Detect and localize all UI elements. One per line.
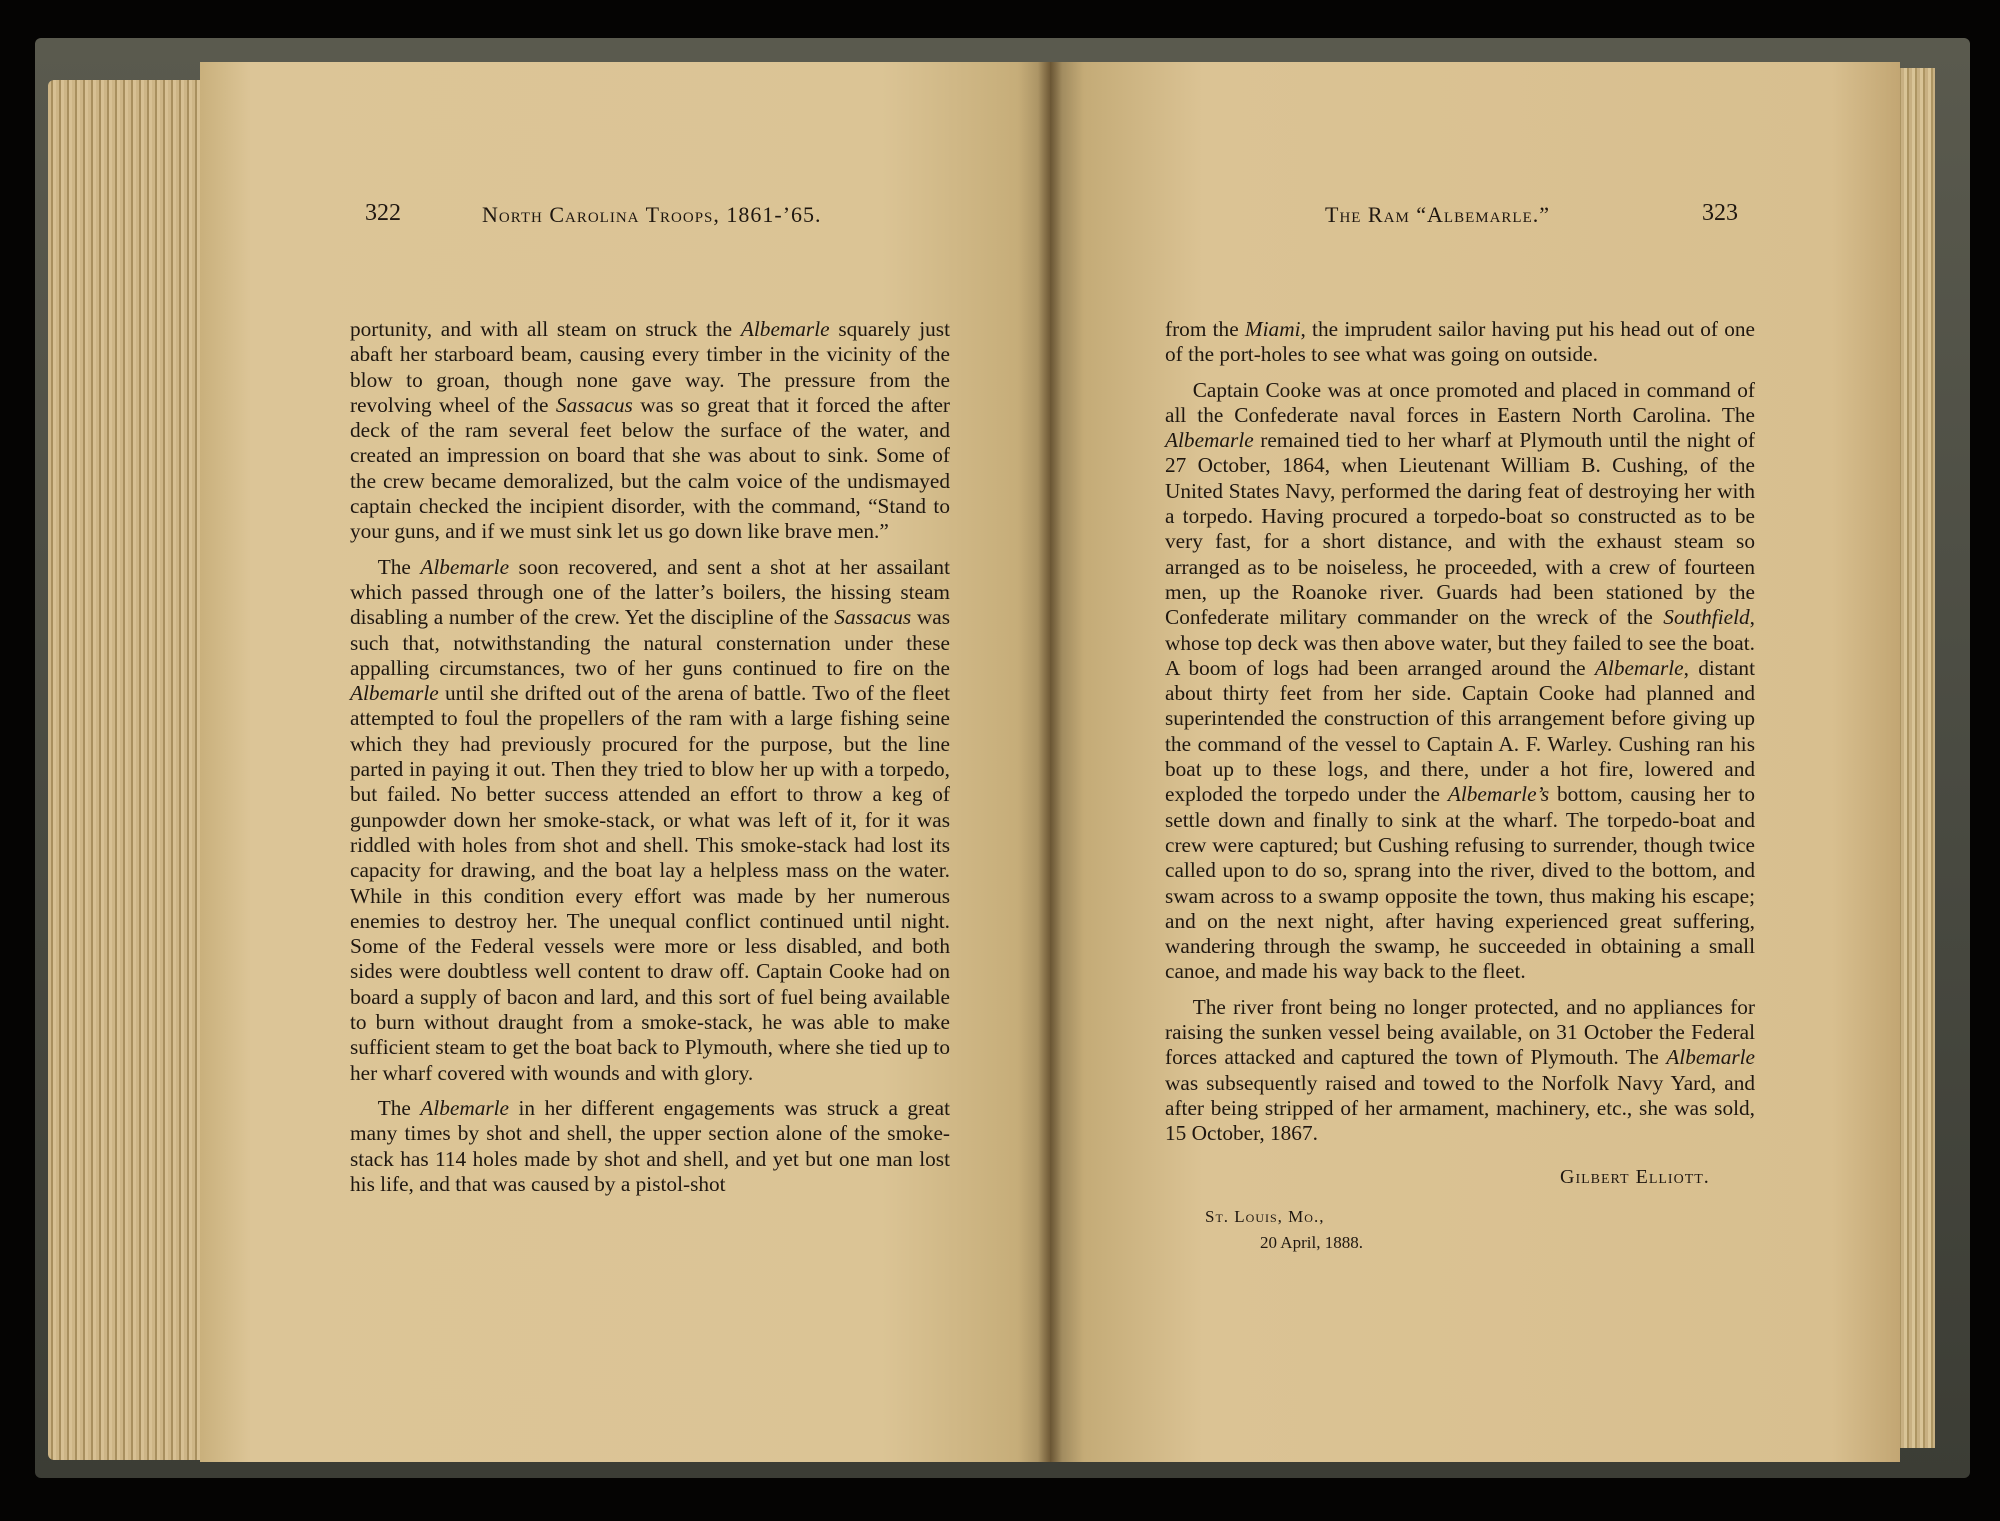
paragraph: The Albemarle soon recovered, and sent a shot at her assailant which passed through one of the latter’s boilers, the hissing steam disabling a number of the crew. Yet the discipline of the Sassacus was such that, notwithstanding the natural consternation under these appalling circumstances, two of her guns continued to fire on the Albemarle until she drifted out of the arena of battle. Two of the fleet attempted to foul the propellers of the ram with a large fishing seine which they had previously procured for the purpose, but the line parted in paying it out. Then they tried to blow her up with a torpedo, but failed. No better success attended an effort to throw a keg of gunpowder down her smoke-stack, or what was left of it, for it was riddled with holes from shot and shell. This smoke-stack had lost its capacity for drawing, and the boat lay a helpless mass on the water. While in this condition every effort was made by her numerous enemies to destroy her. The unequal conflict continued until night. Some of the Federal vessels were more or less disabled, and both sides were doubtless well content to draw off. Captain Cooke had on board a supply of bacon and lard, and this sort of fuel being available to burn without draught from a smoke-stack, he was able to make sufficient steam to get the boat back to Plymouth, where she tied up to her wharf covered with wounds and with glory. (350, 554, 950, 1085)
body-text (350, 317, 950, 1197)
dateline (1205, 1204, 1363, 1256)
page-number: 322 (365, 200, 401, 226)
right-page (1050, 62, 1900, 1462)
paragraph: The river front being no longer protected, and no appliances for raising the sunken vessel being available, on 31 October the Federal forces attacked and captured the town of Plymouth. The Albemarle was subsequently raised and towed to the Norfolk Navy Yard, and after being stripped of her armament, machinery, etc., she was sold, 15 October, 1867. (1165, 994, 1755, 1146)
book-gutter (1038, 62, 1062, 1462)
paragraph: The Albemarle in her different engagements was struck a great many times by shot and shell, the upper section alone of the smoke-stack has 114 holes made by shot and shell, and yet but one man lost his life, and that was caused by a pistol-shot (350, 1095, 950, 1196)
body-text (1165, 317, 1755, 1147)
author-signature: Gilbert Elliott. (1560, 1166, 1710, 1188)
paragraph: portunity, and with all steam on struck the Albemarle squarely just abaft her starboard beam, causing every timber in the vicinity of the blow to groan, though none gave way. The pressure from the revolving wheel of the Sassacus was so great that it forced the after deck of the ram several feet below the surface of the water, and created an impression on board that she was about to sink. Some of the crew became demoralized, but the calm voice of the undismayed captain checked the incipient disorder, with the command, “Stand to your guns, and if we must sink let us go down like brave men.” (350, 317, 950, 544)
running-head: The Ram “Albemarle.” (1325, 202, 1551, 227)
paragraph: from the Miami, the imprudent sailor having put his head out of one of the port-holes to see what was going on outside. (1165, 317, 1755, 367)
page-edges-left (48, 80, 208, 1460)
left-page (200, 62, 1052, 1462)
date-line: 20 April, 1888. (1260, 1233, 1363, 1252)
running-head: North Carolina Troops, 1861-’65. (482, 202, 822, 227)
page-number: 323 (1702, 200, 1738, 226)
paragraph: Captain Cooke was at once promoted and placed in command of all the Confederate naval forces in Eastern North Carolina. The Albemarle remained tied to her wharf at Plymouth until the night of 27 October, 1864, when Lieutenant William B. Cushing, of the United States Navy, performed the daring feat of destroying her with a torpedo. Having procured a torpedo-boat so constructed as to be very fast, for a short distance, and with the exhaust steam so arranged as to be noiseless, he proceeded, with a crew of fourteen men, up the Roanoke river. Guards had been stationed by the Confederate military commander on the wreck of the Southfield, whose top deck was then above water, but they failed to see the boat. A boom of logs had been arranged around the Albemarle, distant about thirty feet from her side. Captain Cooke had planned and superintended the construction of this arrangement before giving up the command of the vessel to Captain A. F. Warley. Cushing ran his boat up to these logs, and there, under a hot fire, lowered and exploded the torpedo under the Albemarle’s bottom, causing her to settle down and finally to sink at the wharf. The torpedo-boat and crew were captured; but Cushing refusing to surrender, though twice called upon to do so, sprang into the river, dived to the bottom, and swam across to a swamp opposite the town, thus making his escape; and on the next night, after having experienced great suffering, wandering through the swamp, he succeeded in obtaining a small canoe, and made his way back to the fleet. (1165, 377, 1755, 984)
place-line: St. Louis, Mo., (1205, 1207, 1325, 1226)
